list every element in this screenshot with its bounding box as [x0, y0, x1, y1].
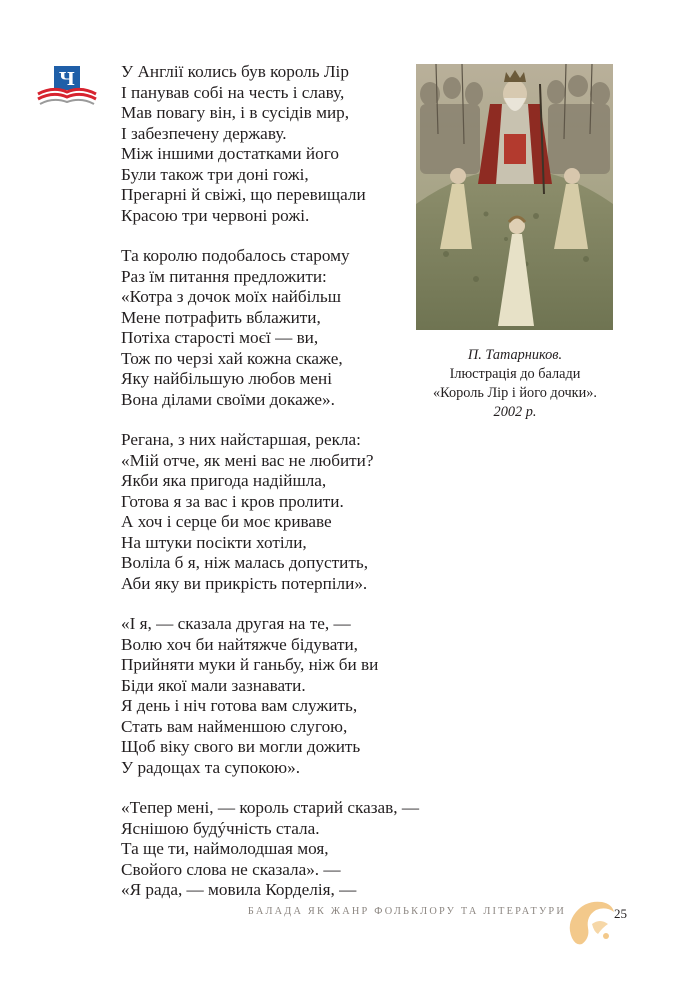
caption-title-line: Ілюстрація до балади [449, 366, 581, 382]
poem-line: «І я, — сказала другая на те, — [121, 614, 351, 633]
book-logo-icon [36, 64, 100, 108]
poem-line: Яснішою будýчність стала. [121, 818, 320, 838]
poem-line: Волю хоч би найтяжче бідувати, [121, 634, 358, 654]
poem-line: «Мій отче, як мені вас не любити? [121, 450, 374, 470]
poem-line: У радощах та супокою». [121, 757, 301, 777]
stanza [121, 614, 411, 778]
poem-line: «Я рада, — мовила Корделія, — [121, 880, 357, 899]
caption-year: 2002 р. [493, 404, 537, 420]
poem-line: Я день і ніч готова вам служить, [121, 696, 358, 715]
poem-line: У Англії колись був король Лір [121, 62, 349, 81]
poem-line: Прийняти муки й ганьбу, ніж би ви [121, 655, 379, 674]
svg-text:Ч: Ч [58, 69, 76, 90]
poem-line: Мав повагу він, і в сусідів мир, [121, 103, 350, 122]
poem-line: Біди якої мали зазнавати. [121, 675, 306, 695]
poem-line: Потіха старості моєї — ви, [121, 328, 319, 347]
poem-line: Красою три червоні рожі. [121, 205, 310, 225]
poem-line: «Котра з дочок моїх найбільш [121, 287, 342, 306]
poem-line: Яку найбільшую любов мені [121, 369, 333, 388]
caption-title-line: «Король Лір і його дочки». [433, 385, 597, 401]
poem-line: На штуки посікти хотіли, [121, 532, 307, 552]
poem-line: І панував собі на честь і славу, [121, 82, 345, 102]
poem-line: Та королю подобалось старому [121, 246, 350, 265]
poem-line: Та ще ти, наймолодшая моя, [121, 839, 329, 858]
poem-line: Стать вам найменшою слугою, [121, 716, 348, 736]
stanza [121, 798, 420, 901]
stanza [121, 430, 411, 594]
poem-line: Були також три доні гожі, [121, 164, 309, 184]
poem-line: І забезпечену державу. [121, 123, 287, 143]
poem-line: Вона ділами своїми докаже». [121, 389, 335, 409]
poem-line: Свойого слова не сказала». — [121, 859, 341, 879]
page-number: 25 [614, 906, 627, 921]
poem [121, 62, 420, 921]
poem-line: Мене потрафить вблажити, [121, 307, 321, 327]
poem-line: «Тепер мені, — король старий сказав, — [121, 798, 420, 817]
illustration-caption [380, 346, 650, 422]
poem-line: Раз їм питання предложити: [121, 266, 327, 286]
swirl-ornament-icon [562, 894, 618, 948]
poem-line: А хоч і серце би моє криваве [121, 512, 332, 531]
poem-line: Воліла б я, ніж малась допустить, [121, 553, 368, 572]
poem-line: Якби яка пригода надійшла, [121, 471, 327, 490]
poem-line: Щоб віку свого ви могли дожить [121, 737, 361, 756]
stanza [121, 246, 411, 410]
poem-line: Аби яку ви прикрість потерпіли». [121, 573, 368, 593]
poem-line: Регана, з них найстаршая, рекла: [121, 430, 361, 449]
poem-line: Готова я за вас і кров пролити. [121, 491, 344, 511]
running-title: БАЛАДА ЯК ЖАНР ФОЛЬКЛОРУ ТА ЛІТЕРАТУРИ [247, 906, 566, 917]
caption-author: П. Татарников. [467, 347, 563, 363]
poem-line: Прегарні й свіжі, що перевищали [121, 185, 366, 204]
poem-line: Тож по черзі хай кожна скаже, [121, 348, 343, 368]
stanza [121, 62, 411, 226]
illustration-king-lear [416, 64, 613, 330]
poem-line: Між іншими достатками його [121, 144, 339, 163]
